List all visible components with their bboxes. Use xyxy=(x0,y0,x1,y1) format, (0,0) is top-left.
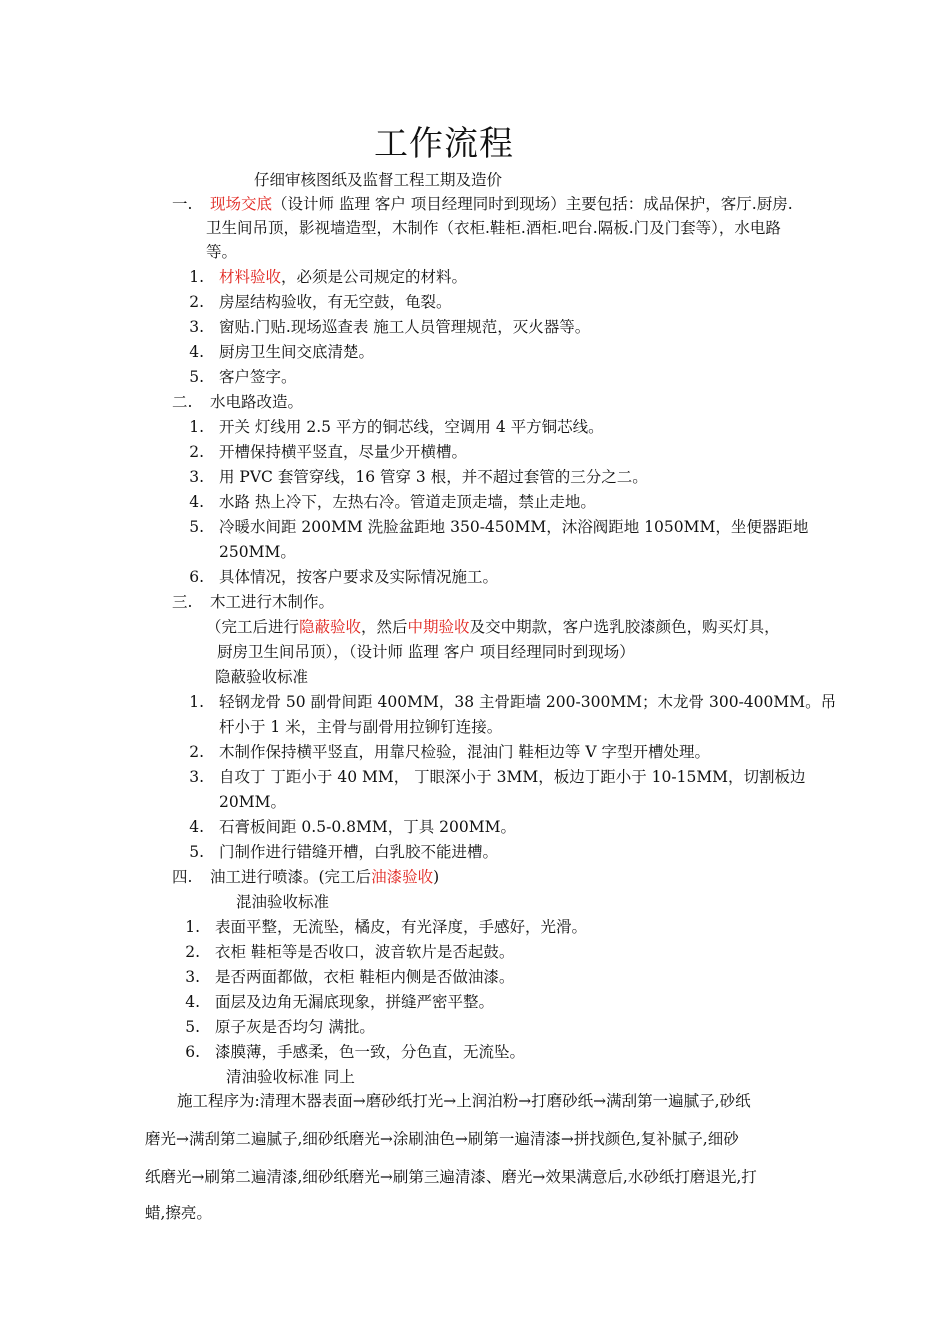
list-item-number: 3. xyxy=(189,768,204,786)
list-item-number: 4. xyxy=(189,818,204,836)
list-item-number: 1. xyxy=(189,268,204,286)
procedure-line-4: 蜡,擦亮。 xyxy=(145,1204,212,1222)
list-item-text: 房屋结构验收，有无空鼓，龟裂。 xyxy=(219,293,452,311)
list-item-text: 用 PVC 套管穿线，16 管穿 3 根，并不超过套管的三分之二。 xyxy=(219,468,648,486)
section-1-number: 一. xyxy=(172,195,193,213)
procedure-line-1: 施工程序为:清理木器表面→磨砂纸打光→上润泊粉→打磨砂纸→满刮第一遍腻子,砂纸 xyxy=(177,1092,751,1110)
list-item-text: 面层及边角无漏底现象，拼缝严密平整。 xyxy=(215,993,495,1011)
list-item-number: 3. xyxy=(189,318,204,336)
list-item-text: 表面平整，无流坠，橘皮，有光泽度，手感好，光滑。 xyxy=(215,918,588,936)
section-1-line-3: 等。 xyxy=(206,243,238,261)
list-item-text: 漆膜薄，手感柔，色一致，分色直，无流坠。 xyxy=(215,1043,526,1061)
section-1-line-2: 卫生间吊顶，影视墙造型，木制作（衣柜.鞋柜.酒柜.吧台.隔板.门及门套等），水电路 xyxy=(206,219,781,237)
list-item-number: 2. xyxy=(189,293,204,311)
subtitle: 仔细审核图纸及监督工程工期及造价 xyxy=(254,171,503,189)
list-item-number: 3. xyxy=(189,468,204,486)
list-item-text: 厨房卫生间交底清楚。 xyxy=(219,343,375,361)
list-item-continuation: 杆小于 1 米，主骨与副骨用拉铆钉连接。 xyxy=(219,718,503,736)
list-item-number: 6. xyxy=(185,1043,200,1061)
list-item-text: 自攻丁 丁距小于 40 MM， 丁眼深小于 3MM，板边丁距小于 10-15MM，切割板边 xyxy=(219,768,806,786)
list-item-text: 客户签字。 xyxy=(219,368,297,386)
section-4-standard-heading: 混油验收标准 xyxy=(236,893,330,911)
section-3-paragraph xyxy=(206,616,780,638)
section-4-highlight: 油漆验收 xyxy=(371,868,434,886)
list-item-text: 水路 热上冷下，左热右冷。管道走顶走墙，禁止走地。 xyxy=(219,493,596,511)
list-item-number: 3. xyxy=(185,968,200,986)
section-4-title xyxy=(210,866,439,888)
paragraph-highlight: 隐蔽验收 xyxy=(299,618,362,636)
list-item-text: 开关 灯线用 2.5 平方的铜芯线，空调用 4 平方铜芯线。 xyxy=(219,418,604,436)
list-item-text: 开槽保持横平竖直，尽量少开横槽。 xyxy=(219,443,468,461)
section-4-title-close: ) xyxy=(433,868,440,886)
list-item-continuation: 250MM。 xyxy=(219,543,296,561)
section-3-standard-heading: 隐蔽验收标准 xyxy=(215,668,309,686)
section-3-title: 木工进行木制作。 xyxy=(210,593,335,611)
list-item-number: 1. xyxy=(189,693,204,711)
section-4-title-text: 油工进行喷漆。(完工后 xyxy=(210,868,372,886)
list-item-text: 原子灰是否均匀 满批。 xyxy=(215,1018,375,1036)
list-item-number: 2. xyxy=(189,743,204,761)
list-item-text: 具体情况，按客户要求及实际情况施工。 xyxy=(219,568,499,586)
list-item-number: 4. xyxy=(185,993,200,1011)
list-item-text: 门制作进行错缝开槽，白乳胶不能进槽。 xyxy=(219,843,499,861)
section-2-title: 水电路改造。 xyxy=(210,393,304,411)
paragraph-text: （完工后进行 xyxy=(206,618,300,636)
section-4-standard-heading-2: 清油验收标准 同上 xyxy=(226,1068,355,1086)
list-item-number: 5. xyxy=(189,368,204,386)
list-item-text: 石膏板间距 0.5-0.8MM，丁具 200MM。 xyxy=(219,818,516,836)
list-item-text: 轻钢龙骨 50 副骨间距 400MM，38 主骨距墙 200-300MM；木龙骨 300-400MM。吊 xyxy=(219,693,837,711)
list-item-highlight: 材料验收 xyxy=(219,268,282,286)
list-item-text: ，必须是公司规定的材料。 xyxy=(281,268,468,286)
paragraph-text: 及交中期款，客户选乳胶漆颜色，购买灯具， xyxy=(469,618,780,636)
section-4-number: 四. xyxy=(172,868,193,886)
list-item-number: 5. xyxy=(185,1018,200,1036)
list-item-number: 4. xyxy=(189,493,204,511)
procedure-line-3: 纸磨光→刷第二遍清漆,细砂纸磨光→刷第三遍清漆、磨光→效果满意后,水砂纸打磨退光,打 xyxy=(145,1168,757,1186)
page-title: 工作流程 xyxy=(374,124,514,164)
paragraph-highlight: 中期验收 xyxy=(407,618,470,636)
list-item-text: 木制作保持横平竖直，用靠尺检验，混油门 鞋柜边等 V 字型开槽处理。 xyxy=(219,743,710,761)
list-item-continuation: 20MM。 xyxy=(219,793,286,811)
list-item-number: 5. xyxy=(189,843,204,861)
section-3-paragraph-line-2: 厨房卫生间吊顶），（设计师 监理 客户 项目经理同时到现场） xyxy=(217,643,635,661)
section-1-highlight: 现场交底 xyxy=(210,195,273,213)
list-item-text: 冷暖水间距 200MM 洗脸盆距地 350-450MM，沐浴阀距地 1050MM，坐便器距地 xyxy=(219,518,809,536)
list-item-number: 1. xyxy=(189,418,204,436)
list-item-number: 2. xyxy=(185,943,200,961)
procedure-line-2: 磨光→满刮第二遍腻子,细砂纸磨光→涂刷油色→刷第一遍清漆→拼找颜色,复补腻子,细砂 xyxy=(145,1130,739,1148)
paragraph-text: ，然后 xyxy=(361,618,408,636)
list-item-number: 1. xyxy=(185,918,200,936)
section-1-text: （设计师 监理 客户 项目经理同时到现场）主要包括：成品保护，客厅.厨房. xyxy=(272,195,793,213)
list-item-number: 2. xyxy=(189,443,204,461)
section-1-line-1 xyxy=(210,193,793,215)
list-item-text: 衣柜 鞋柜等是否收口，波音软片是否起鼓。 xyxy=(215,943,515,961)
list-item-text: 窗贴.门贴.现场巡查表 施工人员管理规范，灭火器等。 xyxy=(219,318,591,336)
list-item-number: 6. xyxy=(189,568,204,586)
section-2-number: 二. xyxy=(172,393,193,411)
section-3-number: 三. xyxy=(172,593,193,611)
list-item-number: 5. xyxy=(189,518,204,536)
list-item-text: 是否两面都做，衣柜 鞋柜内侧是否做油漆。 xyxy=(215,968,515,986)
list-item-number: 4. xyxy=(189,343,204,361)
